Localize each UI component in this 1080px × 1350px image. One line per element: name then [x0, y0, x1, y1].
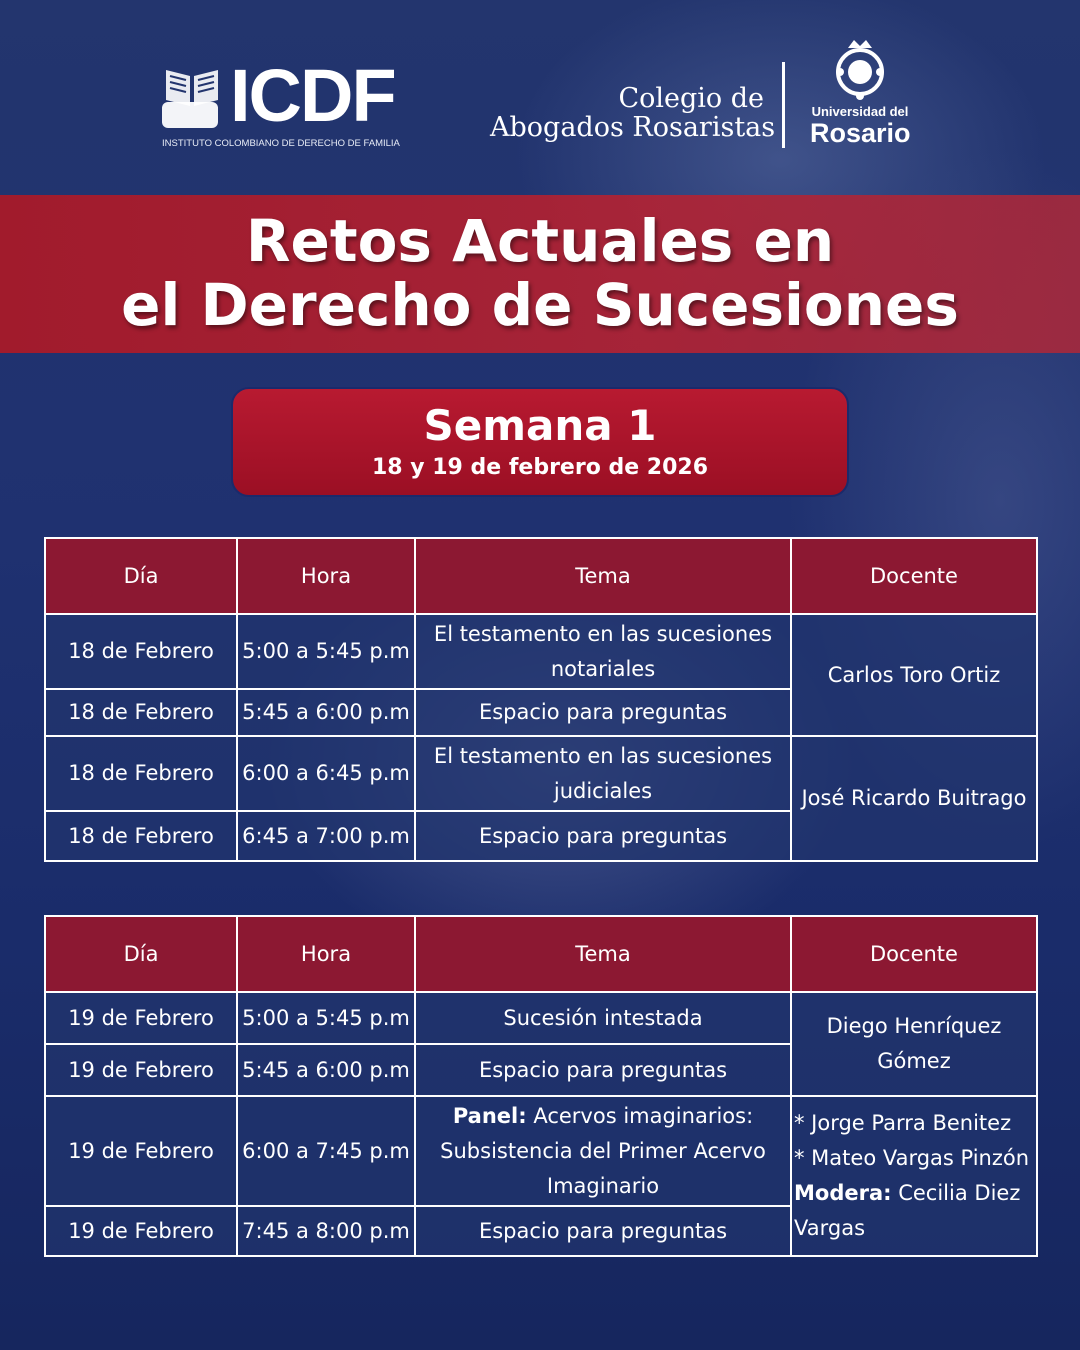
panel-label: Panel: — [452, 1103, 527, 1128]
title-band — [0, 195, 1080, 353]
rosario-name: Rosario — [810, 118, 911, 148]
schedule-table-day2 — [44, 915, 1038, 1257]
col-header-tema: Tema — [415, 538, 791, 614]
cell-tema: El testamento en las sucesiones notariales — [415, 614, 791, 689]
week-dates: 18 y 19 de febrero de 2026 — [371, 455, 709, 480]
colegio-logo — [490, 83, 776, 143]
cell-docente: Diego Henríquez Gómez — [791, 992, 1037, 1096]
table-header-row — [45, 916, 1037, 992]
icdf-logo — [160, 54, 410, 152]
col-header-dia: Día — [45, 538, 237, 614]
table-header-row — [45, 538, 1037, 614]
cell-docente-panel — [791, 1096, 1037, 1256]
cell-dia: 19 de Febrero — [45, 1044, 237, 1096]
cell-dia: 18 de Febrero — [45, 736, 237, 811]
cell-hora: 5:00 a 5:45 p.m — [237, 614, 415, 689]
title-line1: Retos Actuales en — [245, 207, 835, 275]
book-hand-icon — [160, 62, 224, 130]
cell-dia: 19 de Febrero — [45, 1206, 237, 1256]
cell-tema-panel — [415, 1096, 791, 1206]
icdf-subtitle: INSTITUTO COLOMBIANO DE DERECHO DE FAMILIA — [162, 138, 400, 149]
cell-dia: 18 de Febrero — [45, 614, 237, 689]
cell-dia: 19 de Febrero — [45, 992, 237, 1044]
rosario-logo — [810, 38, 910, 152]
moderator-label: Modera: — [794, 1181, 892, 1205]
title-line2: el Derecho de Sucesiones — [121, 271, 959, 339]
cell-hora: 5:45 a 6:00 p.m — [237, 689, 415, 736]
cell-dia: 18 de Febrero — [45, 689, 237, 736]
table-row — [45, 1096, 1037, 1206]
cell-tema: Sucesión intestada — [415, 992, 791, 1044]
schedule-table-day1 — [44, 537, 1038, 862]
col-header-docente: Docente — [791, 538, 1037, 614]
cell-tema: Espacio para preguntas — [415, 1206, 791, 1256]
cell-tema: Espacio para preguntas — [415, 811, 791, 861]
table-row — [45, 614, 1037, 689]
panel-topic: Acervos imaginarios: Subsistencia del Primer Acervo Imaginario — [440, 1103, 766, 1198]
cell-hora: 6:00 a 7:45 p.m — [237, 1096, 415, 1206]
col-header-hora: Hora — [237, 916, 415, 992]
logo-divider — [782, 62, 785, 148]
cell-hora: 6:45 a 7:00 p.m — [237, 811, 415, 861]
cell-dia: 18 de Febrero — [45, 811, 237, 861]
col-header-hora: Hora — [237, 538, 415, 614]
col-header-docente: Docente — [791, 916, 1037, 992]
cell-docente: Carlos Toro Ortiz — [791, 614, 1037, 736]
cell-hora: 7:45 a 8:00 p.m — [237, 1206, 415, 1256]
cell-docente: José Ricardo Buitrago — [791, 736, 1037, 861]
panelist: * Jorge Parra Benitez — [794, 1111, 1012, 1135]
table-row — [45, 736, 1037, 811]
crest-icon — [828, 38, 892, 102]
table-row — [45, 992, 1037, 1044]
colegio-line1: Colegio de — [618, 83, 764, 114]
cell-tema: El testamento en las sucesiones judiciales — [415, 736, 791, 811]
cell-tema: Espacio para preguntas — [415, 689, 791, 736]
col-header-tema: Tema — [415, 916, 791, 992]
week-title: Semana 1 — [423, 401, 657, 450]
cell-dia: 19 de Febrero — [45, 1096, 237, 1206]
cell-hora: 5:45 a 6:00 p.m — [237, 1044, 415, 1096]
week-banner — [231, 387, 849, 497]
col-header-dia: Día — [45, 916, 237, 992]
panelist: * Mateo Vargas Pinzón — [794, 1146, 1030, 1170]
cell-hora: 5:00 a 5:45 p.m — [237, 992, 415, 1044]
rosario-top: Universidad del — [811, 104, 909, 119]
cell-hora: 6:00 a 6:45 p.m — [237, 736, 415, 811]
moderator — [794, 1176, 1036, 1246]
cell-tema: Espacio para preguntas — [415, 1044, 791, 1096]
colegio-line2: Abogados Rosaristas — [490, 112, 776, 143]
icdf-brand: ICDF — [230, 54, 395, 137]
moderator-name: Cecilia Diez Vargas — [794, 1181, 1021, 1240]
